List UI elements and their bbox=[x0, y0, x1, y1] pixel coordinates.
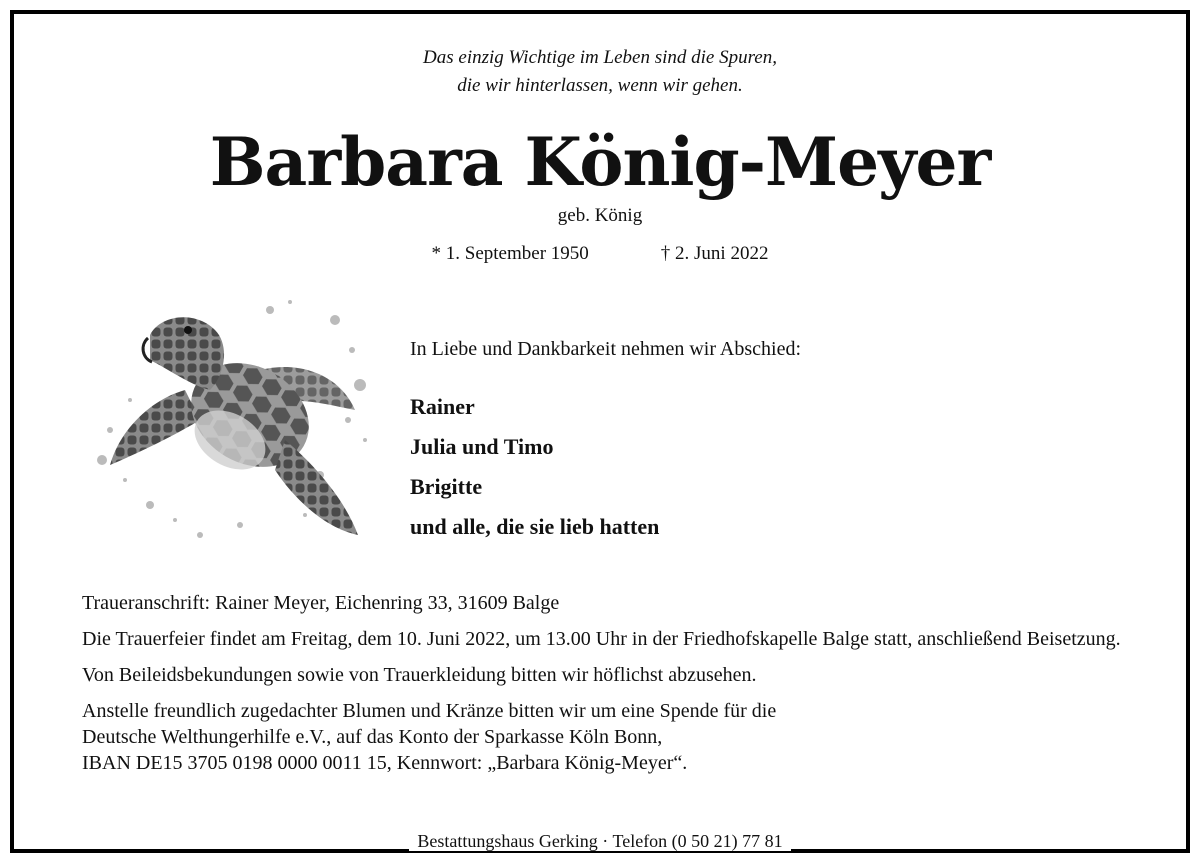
farewell-intro: In Liebe und Dankbarkeit nehmen wir Abschied: bbox=[410, 338, 801, 360]
birth-name: geb. König bbox=[557, 205, 643, 226]
info-block bbox=[82, 590, 1122, 786]
ceremony-notice: Die Trauerfeier findet am Freitag, dem 10. Juni 2022, um 13.00 Uhr in der Friedhofskapelle Balge statt, anschließend Beisetzung. bbox=[82, 628, 1121, 650]
footer-text: Bestattungshaus Gerking · Telefon (0 50 21) 77 81 bbox=[409, 831, 790, 851]
mourner-name: und alle, die sie lieb hatten bbox=[410, 514, 660, 539]
quote bbox=[0, 44, 1200, 100]
mourner-name: Julia und Timo bbox=[410, 434, 554, 459]
quote-line-1: Das einzig Wichtige im Leben sind die Spuren, bbox=[423, 47, 777, 68]
quote-line-2: die wir hinterlassen, wenn wir gehen. bbox=[457, 75, 743, 96]
mourning-address: Traueranschrift: Rainer Meyer, Eichenring 33, 31609 Balge bbox=[82, 592, 560, 614]
death-date: † 2. Juni 2022 bbox=[660, 243, 769, 264]
donation-notice bbox=[82, 698, 1122, 776]
donation-line-2: Deutsche Welthungerhilfe e.V., auf das Konto der Sparkasse Köln Bonn, bbox=[82, 726, 663, 748]
mourners-list bbox=[410, 387, 801, 547]
sea-turtle-icon bbox=[90, 290, 380, 550]
mourner-name: Brigitte bbox=[410, 474, 483, 499]
mourners-block bbox=[410, 335, 801, 547]
deceased-name: Barbara König-Meyer bbox=[209, 123, 991, 201]
birth-date: * 1. September 1950 bbox=[431, 243, 589, 264]
life-dates bbox=[0, 243, 1200, 265]
donation-line-3: IBAN DE15 3705 0198 0000 0011 15, Kennwort: „Barbara König-Meyer“. bbox=[82, 752, 688, 774]
donation-line-1: Anstelle freundlich zugedachter Blumen und Kränze bitten wir um eine Spende für die bbox=[82, 700, 777, 722]
condolence-notice: Von Beileidsbekundungen sowie von Trauerkleidung bitten wir höflichst abzusehen. bbox=[82, 664, 757, 686]
mourner-name: Rainer bbox=[410, 394, 475, 419]
funeral-home-footer bbox=[0, 829, 1200, 853]
